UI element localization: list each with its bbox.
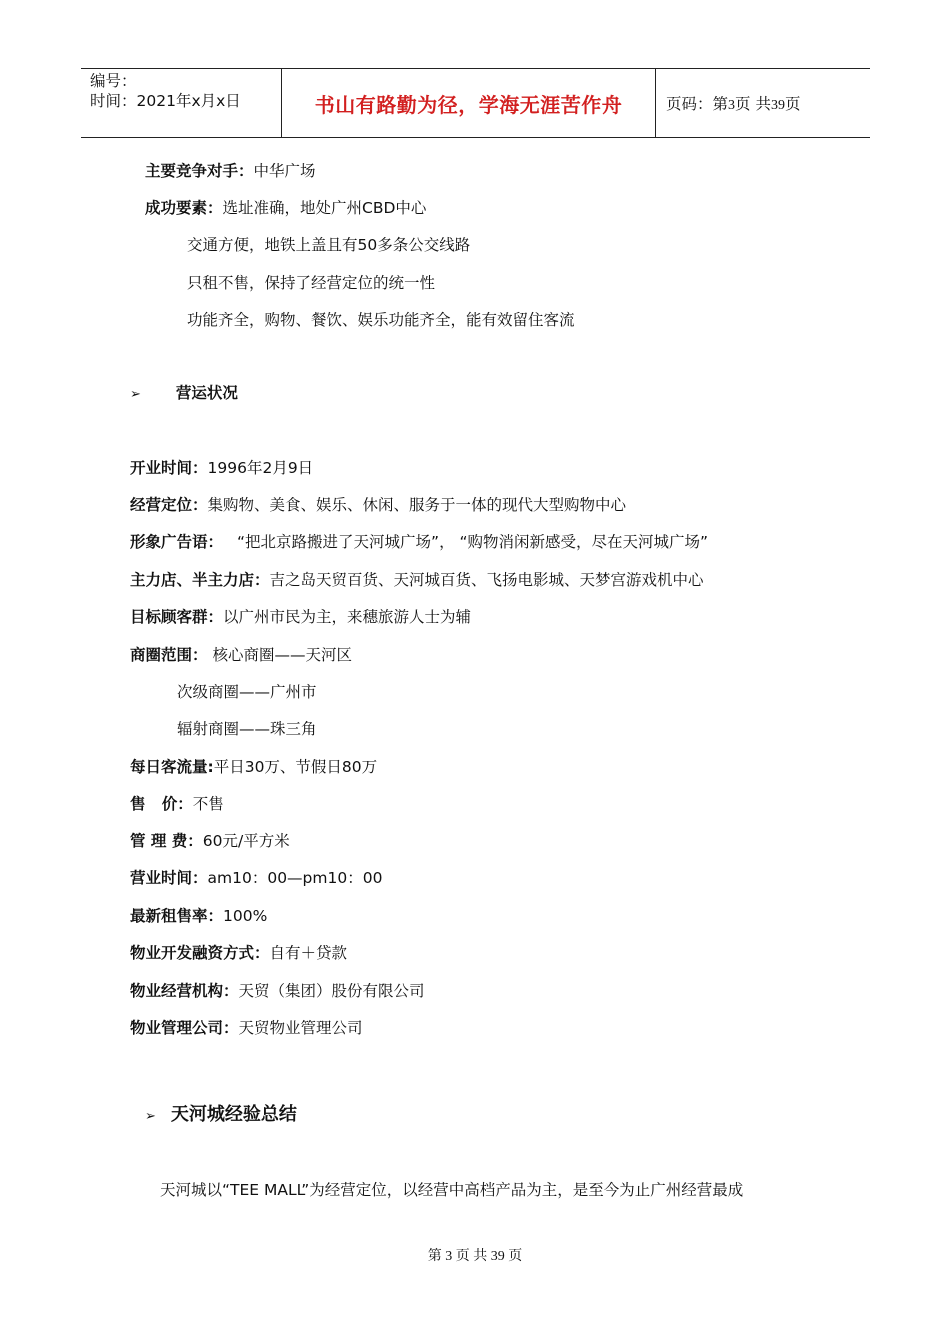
field-value: 1996年2月9日 [207, 459, 314, 477]
field-label: 经营定位： [130, 496, 208, 514]
field-value: 平日30万、节假日80万 [213, 758, 378, 776]
field-row [130, 606, 471, 628]
summary-heading-row [145, 1102, 297, 1130]
field-value: 核心商圈——天河区 [207, 646, 352, 664]
field-row [130, 1017, 363, 1039]
field-value: am10：00—pm10：00 [207, 869, 383, 887]
field-value: 天贸物业管理公司 [238, 1019, 363, 1037]
field-label: 售 价： [130, 795, 193, 813]
field-value: 自有＋贷款 [269, 944, 348, 962]
field-row [130, 867, 382, 889]
field-row [130, 942, 347, 964]
field-value: 不售 [192, 795, 224, 813]
header-motto-cell [282, 69, 656, 137]
field-label: 目标顾客群： [130, 608, 224, 626]
field-label: 形象广告语： [130, 533, 224, 551]
success-factor-item: 交通方便，地铁上盖且有50多条公交线路 [187, 236, 471, 254]
field-label: 最新租售率： [130, 907, 224, 925]
page-header [81, 68, 870, 138]
summary-heading: 天河城经验总结 [170, 1104, 297, 1125]
field-row [130, 531, 708, 553]
field-label: 主力店、半主力店： [130, 571, 270, 589]
field-label: 每日客流量: [130, 758, 214, 776]
field-label: 物业开发融资方式： [130, 944, 270, 962]
competitor-value: 中华广场 [253, 162, 316, 180]
field-label: 商圈范围： [130, 646, 208, 664]
field-row [130, 980, 425, 1002]
page-mid: 页 共 [735, 95, 771, 113]
field-value: 次级商圈——广州市 [177, 683, 317, 701]
field-row [130, 830, 290, 852]
field-label: 物业管理公司： [130, 1019, 239, 1037]
field-label: 营业时间： [130, 869, 208, 887]
field-value: 天贸（集团）股份有限公司 [238, 982, 425, 1000]
header-meta-cell [81, 69, 282, 137]
header-motto: 书山有路勤为径，学海无涯苦作舟 [314, 92, 623, 117]
field-value: 辐射商圈——珠三角 [177, 720, 317, 738]
document-number-label: 编号： [90, 72, 137, 90]
field-row [177, 718, 317, 740]
field-value: “把北京路搬进了天河城广场”， “购物消闲新感受，尽在天河城广场” [237, 533, 709, 551]
field-row [177, 681, 317, 703]
header-page-info [666, 92, 800, 114]
summary-paragraph: 天河城以“TEE MALL”为经营定位，以经营中高档产品为主，是至今为止广州经营最成 [160, 1181, 744, 1199]
field-label: 开业时间： [130, 459, 208, 477]
success-factor-item: 只租不售，保持了经营定位的统一性 [187, 274, 436, 292]
header-page-cell [656, 69, 870, 137]
field-row [130, 793, 224, 815]
field-value: 以广州市民为主，来穗旅游人士为辅 [223, 608, 472, 626]
field-label: 管 理 费： [130, 832, 203, 850]
field-value: 集购物、美食、娱乐、休闲、服务于一体的现代大型购物中心 [207, 496, 627, 514]
field-value: 100% [223, 907, 268, 925]
field-row [130, 905, 267, 927]
field-value: 60元/平方米 [202, 832, 290, 850]
page-total: 39 [770, 98, 785, 113]
arrow-bullet-icon: ➢ [130, 387, 141, 402]
field-row [130, 569, 704, 591]
field-row [130, 494, 626, 516]
field-value: 吉之岛天贸百货、天河城百货、飞扬电影城、天梦宫游戏机中心 [269, 571, 704, 589]
field-row [130, 644, 352, 666]
success-factors-label: 成功要素： [145, 199, 223, 217]
document-time-label: 时间：2021年x月x日 [90, 92, 241, 110]
competitor-label: 主要竞争对手： [145, 162, 254, 180]
field-row [130, 457, 313, 479]
page-label: 页码：第 [666, 95, 729, 113]
page-footer: 第 3 页 共 39 页 [427, 1249, 523, 1264]
success-factors-line [145, 197, 426, 219]
field-row [130, 756, 377, 778]
operations-heading-row [130, 382, 238, 406]
page-current: 3 [728, 98, 736, 113]
page-end: 页 [784, 95, 801, 113]
field-label: 物业经营机构： [130, 982, 239, 1000]
success-factor-item: 功能齐全，购物、餐饮、娱乐功能齐全，能有效留住客流 [187, 311, 575, 329]
arrow-bullet-icon: ➢ [145, 1109, 156, 1124]
success-factor-item: 选址准确，地处广州CBD中心 [222, 199, 427, 217]
operations-heading: 营运状况 [175, 384, 238, 402]
competitor-line [145, 160, 316, 182]
